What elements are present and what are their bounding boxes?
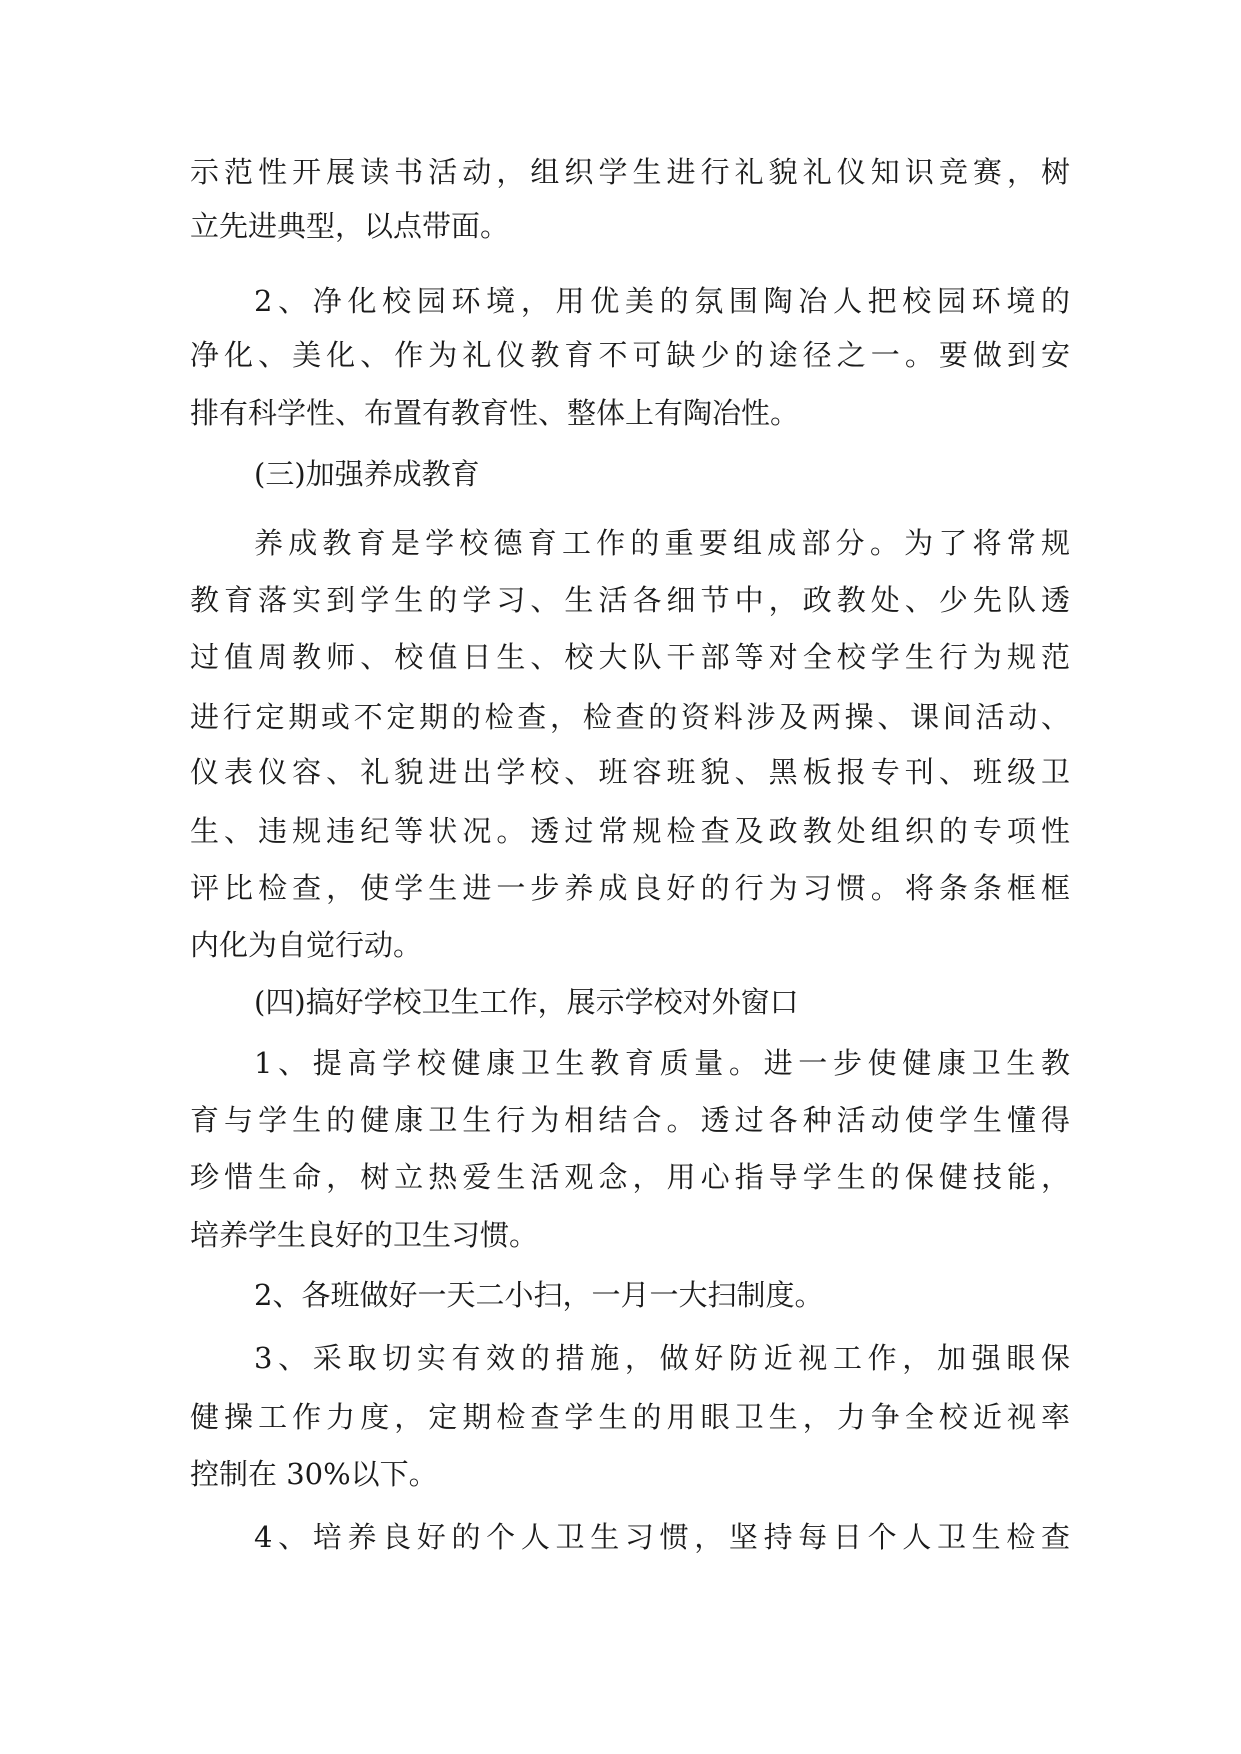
text-line: 1、提高学校健康卫生教育质量。进一步使健康卫生教 [254,1046,1070,1080]
text-line: 养成教育是学校德育工作的重要组成部分。为了将常规 [254,526,1070,560]
text-line: 控制在 30%以下。 [190,1457,438,1491]
text-line: 立先进典型，以点带面。 [190,209,510,243]
text-line: 进行定期或不定期的检查，检查的资料涉及两操、课间活动、 [190,700,1070,734]
text-line: 2、净化校园环境，用优美的氛围陶冶人把校园环境的 [254,284,1070,318]
text-line: 净化、美化、作为礼仪教育不可缺少的途径之一。要做到安 [190,338,1070,372]
section-heading: (三)加强养成教育 [254,457,480,491]
text-line: 评比检查，使学生进一步养成良好的行为习惯。将条条框框 [190,871,1070,905]
text-line: 示范性开展读书活动，组织学生进行礼貌礼仪知识竞赛，树 [190,155,1070,189]
text-line: 珍惜生命，树立热爱生活观念，用心指导学生的保健技能， [190,1160,1070,1194]
text-line: 过值周教师、校值日生、校大队干部等对全校学生行为规范 [190,640,1070,674]
text-line: 内化为自觉行动。 [190,928,423,962]
text-line: 培养学生良好的卫生习惯。 [190,1218,539,1252]
text-line: 教育落实到学生的学习、生活各细节中，政教处、少先队透 [190,583,1070,617]
section-heading: (四)搞好学校卫生工作，展示学校对外窗口 [254,985,799,1019]
text-line: 生、违规违纪等状况。透过常规检查及政教处组织的专项性 [190,814,1070,848]
text-line: 排有科学性、布置有教育性、整体上有陶冶性。 [190,396,800,430]
text-line: 3、采取切实有效的措施，做好防近视工作，加强眼保 [254,1341,1070,1375]
text-line: 4、培养良好的个人卫生习惯，坚持每日个人卫生检查 [254,1520,1070,1554]
text-line: 2、各班做好一天二小扫，一月一大扫制度。 [254,1278,824,1312]
text-line: 仪表仪容、礼貌进出学校、班容班貌、黑板报专刊、班级卫 [190,755,1070,789]
text-line: 健操工作力度，定期检查学生的用眼卫生，力争全校近视率 [190,1400,1070,1434]
text-line: 育与学生的健康卫生行为相结合。透过各种活动使学生懂得 [190,1103,1070,1137]
